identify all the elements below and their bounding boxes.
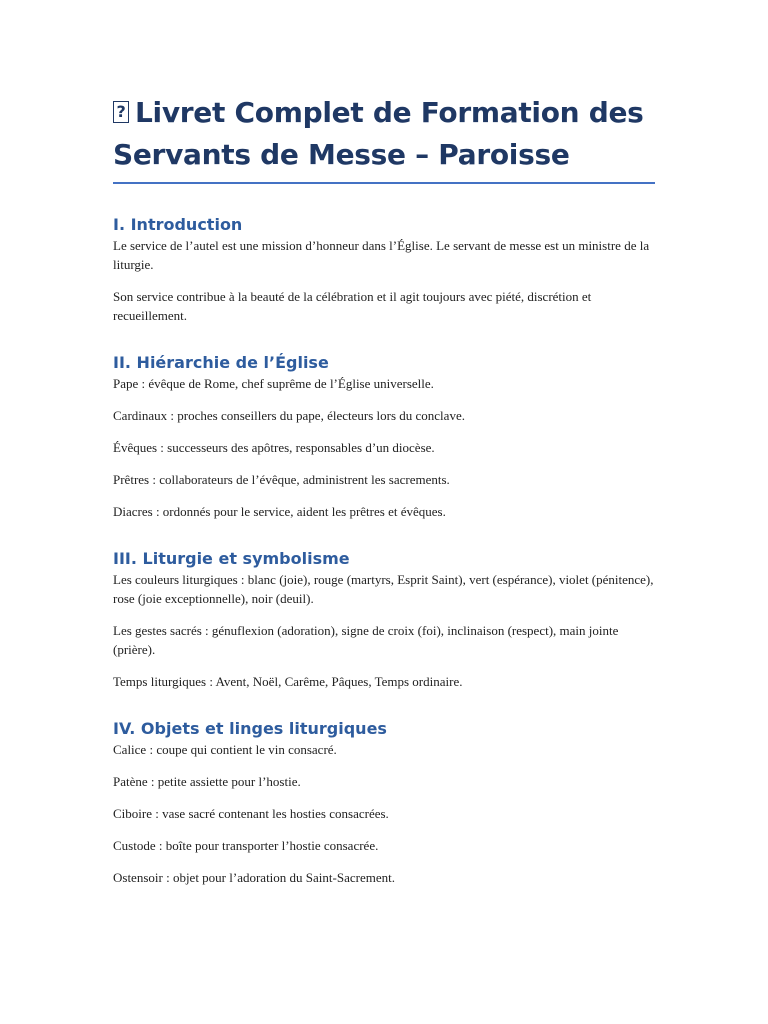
missing-glyph-icon [113,101,129,123]
section-liturgie [113,548,655,691]
section-heading: I. Introduction [113,215,243,234]
document-title-text: Livret Complet de Formation des Servants de Messe – Paroisse [113,96,644,171]
paragraph: Les gestes sacrés : génuflexion (adoration), signe de croix (foi), inclinaison (respect), main jointe (prière). [113,623,619,657]
paragraph: Ciboire : vase sacré contenant les hosties consacrées. [113,806,389,821]
section-heading: II. Hiérarchie de l’Église [113,353,329,372]
paragraph: Prêtres : collaborateurs de l’évêque, administrent les sacrements. [113,472,450,487]
paragraph: Le service de l’autel est une mission d’honneur dans l’Église. Le servant de messe est un ministre de la liturgie. [113,238,650,272]
section-heading: IV. Objets et linges liturgiques [113,719,387,738]
section-objets [113,718,655,887]
document-title [113,92,655,184]
paragraph: Cardinaux : proches conseillers du pape, électeurs lors du conclave. [113,408,465,423]
paragraph: Diacres : ordonnés pour le service, aident les prêtres et évêques. [113,504,446,519]
paragraph: Pape : évêque de Rome, chef suprême de l’Église universelle. [113,376,434,391]
paragraph: Évêques : successeurs des apôtres, responsables d’un diocèse. [113,440,435,455]
paragraph: Son service contribue à la beauté de la célébration et il agit toujours avec piété, discrétion et recueillement. [113,289,592,323]
paragraph: Patène : petite assiette pour l’hostie. [113,774,301,789]
section-heading: III. Liturgie et symbolisme [113,549,350,568]
section-hierarchie [113,352,655,521]
paragraph: Temps liturgiques : Avent, Noël, Carême, Pâques, Temps ordinaire. [113,674,463,689]
paragraph: Calice : coupe qui contient le vin consacré. [113,742,337,757]
paragraph: Les couleurs liturgiques : blanc (joie), rouge (martyrs, Esprit Saint), vert (espérance), violet (pénitence), rose (joie exceptionnelle), noir (deuil). [113,572,654,606]
paragraph: Ostensoir : objet pour l’adoration du Saint-Sacrement. [113,870,395,885]
document-page [113,92,655,900]
section-introduction [113,214,655,325]
paragraph: Custode : boîte pour transporter l’hostie consacrée. [113,838,379,853]
